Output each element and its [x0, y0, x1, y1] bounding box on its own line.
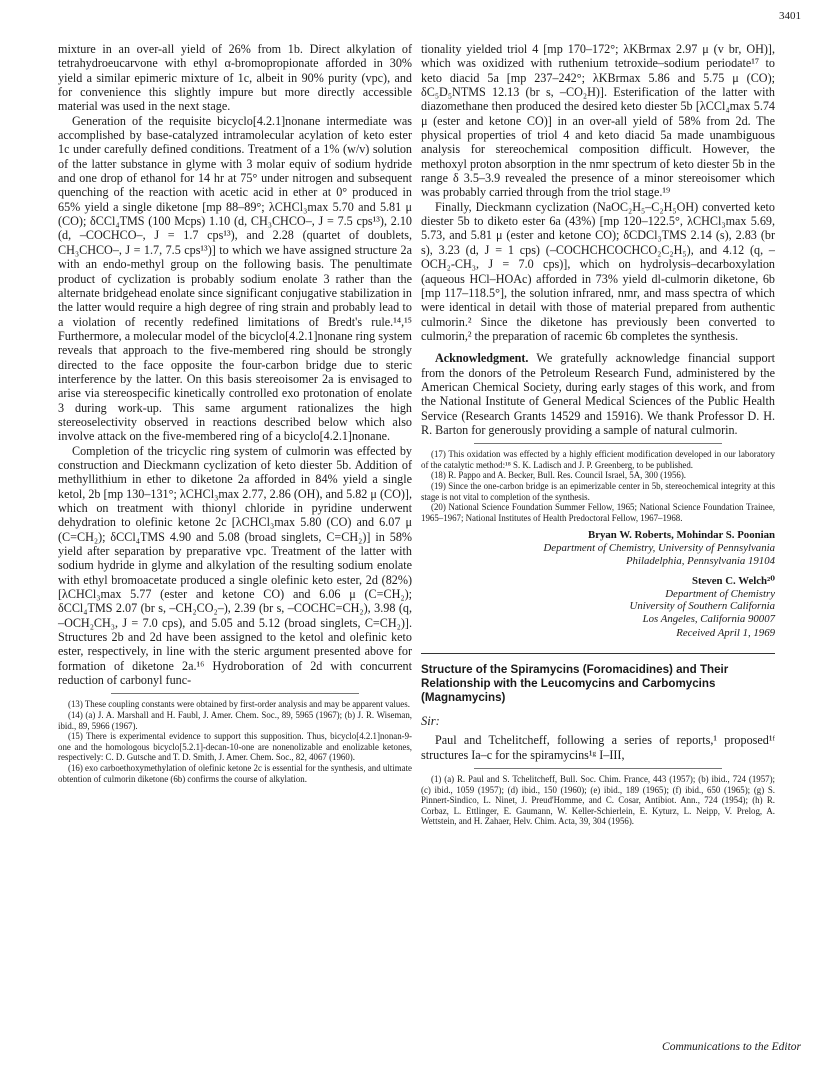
body-paragraph: tionality yielded triol 4 [mp 170–172°; λKBrmax 2.97 μ (v br, OH)], which was oxidized with ruthenium tetroxide–sodium periodate¹⁷ to keto diacid 5a [mp 237–242°; λKBrmax 5.86 and 5.75 μ (CO); δC₅D₅NTMS 12.13 (br s, –CO₂H)]. Esterification of the latter with diazomethane then produced the desired keto diester 5b [λCCl₄max 5.74 μ (ester and ketone CO)] in an over-all yield of 58% from 2d. The physical properties of triol 4 and keto diacid 5a made unambiguous analysis for stereochemical composition difficult. However, the methoxyl proton absorption in the nmr spectrum of keto diester 5b in the range δ 3.5–3.9 revealed the presence of a minor stereoisomer which was probably carried through from the triol stage.¹⁹: [421, 42, 775, 200]
footnote: (19) Since the one-carbon bridge is an epimerizable center in 5b, stereochemical integrity at this stage is not vital to completion of the synthesis.: [421, 481, 775, 502]
article-separator: [421, 653, 775, 654]
running-footer: Communications to the Editor: [662, 1041, 801, 1053]
author-affiliation: Los Angeles, California 90007: [642, 612, 775, 625]
body-paragraph: Finally, Dieckmann cyclization (NaOC₂H₅–C₂H₅OH) converted keto diester 5b to diketo ester 6a (43%) [mp 120–122.5°, λCHCl₃max 5.69, 5.73, and 5.81 μ (ester and ketone CO); δCDCl₃TMS 2.14 (s), 2.83 (br s), 3.23 (d, J = 1 cps) (–COCHCHCOCHCO₂C₂H₅), and 4.12 (q, –OCH₂-CH₃, J = 7.0 cps)], which on hydrolysis–decarboxylation (aqueous HCl–HOAc) afforded in 73% yield dl-culmorin diketone, 6b [mp 117–118.5°], the solution infrared, nmr, and mass spectra of which were identical in detail with those of material prepared from authentic culmorin.² Since the diketone has previously been converted to culmorin,² the preparation of racemic 6b completes the synthesis.: [421, 199, 775, 343]
body-paragraph: Generation of the requisite bicyclo[4.2.1]nonane intermediate was accomplished by base-catalyzed intramolecular acylation of keto ester 1c under carefully defined conditions. Treatment of a 1% (w/v) solution of the latter substance in glyme with 3 molar equiv of sodium hydride and one drop of ethanol for 14 hr at 75° under nitrogen and subsequent quenching of the reaction with acetic acid in ether at 0° produced in 65% yield a single diketone [mp 88–89°; λCHCl₃max 5.70 and 5.81 μ (CO); δCCl₄TMS (100 Mcps) 1.10 (d, CH₃CHCO–, J = 7.5 cps¹³), 2.10 (d, –COCHCO–, J = 1.7 cps¹³), and 2.28 (quartet of doublets, CH₃CHCO–, J = 1.7, 7.5 cps¹³)] to which we have assigned structure 2a with an endo-methyl group on the following basis. The penultimate product of cyclization is probably sodium enolate 3 rather than the alternate bridgehead enolate since significant conjugative stabilization in the latter would require a high degree of ring strain and probably lead to a violation of recently redefined limitations of Bredt's rule.¹⁴,¹⁵ Furthermore, a molecular model of the bicyclo[4.2.1]nonane ring system reveals that approach to the five-membered ring should be strongly directed to the face opposite the four-carbon bridge due to steric interference by the latter. On this basis stereoisomer 2a is envisaged to arise via stereospecific kinetically controlled exo protonation of enolate 3 during work-up. This same argument rationalizes the high stereoselectivity observed in reactions described below which also involve attack on the five-membered ring of a bicyclo[4.2.1]nonane.: [58, 113, 412, 444]
footnote: (20) National Science Foundation Summer Fellow, 1965; National Science Foundation Trainee, 1965–1967; National Institutes of Health Predoctoral Fellow, 1967–1968.: [421, 502, 775, 523]
footnote: (15) There is experimental evidence to support this supposition. Thus, bicyclo[4.2.1]nonan-9-one and the homologous bicyclo[5.2.1]-decan-10-one are nonenolizable and enolizable ketones, respectively: C. D. Gutsche and T. D. Smith, J. Amer. Chem. Soc., 82, 4067 (1960).: [58, 731, 412, 763]
body-paragraph: Completion of the tricyclic ring system of culmorin was effected by construction and Dieckmann cyclization of keto diester 5b. Addition of methyllithium in ether to diketone 2a afforded in 84% yield a single ketol, 2b [mp 130–131°; λCHCl₃max 2.77, 2.86 (OH), and 5.82 μ (CO)], which on treatment with thionyl chloride in pyridine underwent dehydration to olefinic ketone 2c [λCHCl₃max 5.80 (CO) and 6.07 μ (C=CH₂); δCCl₄TMS 4.90 and 5.08 (broad singlets, C=CH₂)] in 58% yield after separation by preparative vpc. Treatment of the latter with sodium hydride in glyme and alkylation of the resulting sodium enolate with ethyl bromoacetate produced a single olefinic keto ester, 2d (82%) [λCHCl₃max 5.77 (ester and ketone CO) and 6.06 μ (C=CH₂); δCCl₄TMS 2.07 (br s, –CH₂CO₂–), 2.39 (br s, –COCHC=CH₂), 3.98 (q, –OCH₂CH₃, J = 7.0 cps), and 5.05 and 5.12 (broad singlets, C=CH₂)]. Structures 2b and 2d have been assigned to the ketol and olefinic keto ester, respectively, in line with the steric argument presented above for formation of diketone 2a.¹⁶ Hydroboration of 2d with concurrent reduction of carbonyl func-: [58, 443, 412, 688]
article-title: Structure of the Spiramycins (Foromacidines) and Their Relationship with the Leucomycins and Carbomycins (Magnamycins): [421, 663, 729, 705]
author-affiliation: Philadelphia, Pennsylvania 19104: [625, 555, 775, 568]
body-paragraph: mixture in an over-all yield of 26% from 1b. Direct alkylation of tetrahydroeucarvone with ethyl α-bromopropionate afforded in 30% yield a similar epimeric mixture of 1c, albeit in 90% purity (vpc), and for convenience this slightly impure but more directly accessible material was used in the next stage.: [58, 42, 412, 114]
footnote: (18) R. Pappo and A. Becker, Bull. Res. Council Israel, 5A, 300 (1956).: [431, 470, 687, 481]
author-affiliation: University of Southern California: [629, 600, 775, 613]
salutation: Sir:: [421, 714, 440, 729]
footnote-rule: [111, 693, 359, 694]
acknowledgment-text: We gratefully acknowledge financial support from the donors of the Petroleum Research Fund, administered by the American Chemical Society, during early stages of this work, and from the National Institute of General Medical Sciences of the Public Health Service (Research Grants 14529 and 15916). We thank Professor D. H. R. Barton for generously providing a sample of natural culmorin.: [421, 351, 775, 437]
author-names: Bryan W. Roberts, Mohindar S. Poonian: [588, 529, 775, 542]
received-date: Received April 1, 1969: [676, 627, 775, 640]
page-number: 3401: [779, 10, 801, 22]
author-affiliation: Department of Chemistry: [665, 587, 775, 600]
footnote: (14) (a) J. A. Marshall and H. Faubl, J. Amer. Chem. Soc., 89, 5965 (1967); (b) J. R. Wiseman, ibid., 89, 5966 (1967).: [58, 710, 412, 731]
footnote: (13) These coupling constants were obtained by first-order analysis and may be apparent values.: [68, 699, 410, 710]
footnote-rule: [474, 768, 722, 769]
body-paragraph: Paul and Tchelitcheff, following a series of reports,¹ proposed¹ᶠ structures Ia–c for the spiramycins¹ᵍ I–III,: [421, 733, 775, 762]
right-column: [421, 42, 775, 827]
footnote: (16) exo carboethoxymethylation of olefinic ketone 2c is essential for the synthesis, and ultimate obtention of culmorin diketone (6b) confirms the course of alkylation.: [58, 763, 412, 784]
left-column: [58, 42, 412, 784]
author-affiliation: Department of Chemistry, University of Pennsylvania: [543, 542, 775, 555]
author-names: Steven C. Welch²⁰: [691, 574, 775, 587]
footnote: (1) (a) R. Paul and S. Tchelitcheff, Bull. Soc. Chim. France, 443 (1957); (b) ibid., 724 (1957); (c) ibid., 1059 (1957); (d) ibid., 150 (1960); (e) ibid., 189 (1965); (f) ibid., 650 (1965); (g) S. Pinnert-Sindico, L. Ninet, J. Preud'Homme, and C. Cosar, Antibiot. Ann., 724 (1954); (h) R. Corbaz, L. Ettlinger, E. Gaumann, W. Keller-Schierlein, E. Kyturz, L. Neipp, V. Prelog, A. Wettstein, and H. Zahaer, Helv. Chim. Acta, 39, 304 (1956).: [421, 774, 775, 827]
acknowledgment: [421, 351, 775, 437]
acknowledgment-heading: Acknowledgment.: [435, 351, 529, 366]
footnote-rule: [474, 443, 722, 444]
footnote: (17) This oxidation was effected by a highly efficient modification developed in our laboratory of the catalytic method:¹⁸ S. K. Ladisch and J. P. Greenberg, to be published.: [421, 449, 775, 470]
